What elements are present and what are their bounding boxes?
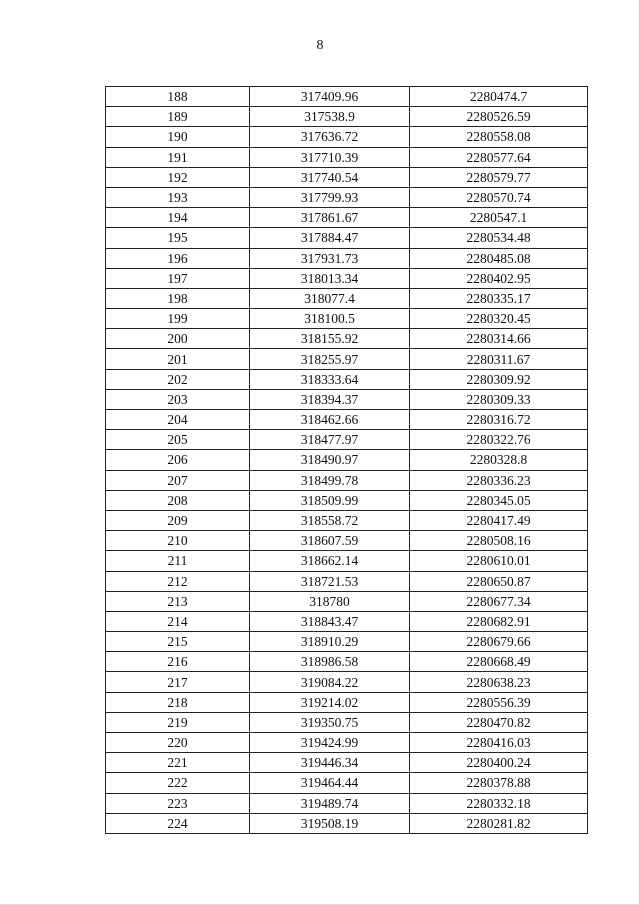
table-row [106, 127, 588, 147]
y-coordinate-cell: 2280316.72 [410, 410, 588, 430]
y-coordinate-cell: 2280328.8 [410, 450, 588, 470]
y-coordinate-cell: 2280335.17 [410, 288, 588, 308]
x-coordinate-cell: 319424.99 [250, 733, 410, 753]
x-coordinate-cell: 319084.22 [250, 672, 410, 692]
table-row [106, 309, 588, 329]
point-number-cell: 193 [106, 187, 250, 207]
x-coordinate-cell: 318910.29 [250, 632, 410, 652]
point-number-cell: 208 [106, 490, 250, 510]
y-coordinate-cell: 2280485.08 [410, 248, 588, 268]
table-row [106, 793, 588, 813]
point-number-cell: 219 [106, 712, 250, 732]
table-row [106, 167, 588, 187]
x-coordinate-cell: 317636.72 [250, 127, 410, 147]
x-coordinate-cell: 318462.66 [250, 410, 410, 430]
x-coordinate-cell: 317409.96 [250, 87, 410, 107]
table-row [106, 773, 588, 793]
point-number-cell: 200 [106, 329, 250, 349]
point-number-cell: 196 [106, 248, 250, 268]
y-coordinate-cell: 2280400.24 [410, 753, 588, 773]
x-coordinate-cell: 319508.19 [250, 813, 410, 833]
y-coordinate-cell: 2280309.92 [410, 369, 588, 389]
y-coordinate-cell: 2280402.95 [410, 268, 588, 288]
table-row [106, 147, 588, 167]
table-row [106, 349, 588, 369]
table-row [106, 652, 588, 672]
y-coordinate-cell: 2280570.74 [410, 187, 588, 207]
x-coordinate-cell: 318499.78 [250, 470, 410, 490]
y-coordinate-cell: 2280320.45 [410, 309, 588, 329]
y-coordinate-cell: 2280526.59 [410, 107, 588, 127]
table-row [106, 430, 588, 450]
y-coordinate-cell: 2280378.88 [410, 773, 588, 793]
y-coordinate-cell: 2280547.1 [410, 208, 588, 228]
x-coordinate-cell: 318077.4 [250, 288, 410, 308]
point-number-cell: 218 [106, 692, 250, 712]
point-number-cell: 207 [106, 470, 250, 490]
x-coordinate-cell: 317884.47 [250, 228, 410, 248]
point-number-cell: 192 [106, 167, 250, 187]
point-number-cell: 202 [106, 369, 250, 389]
y-coordinate-cell: 2280556.39 [410, 692, 588, 712]
table-row [106, 87, 588, 107]
table-row [106, 369, 588, 389]
table-row [106, 490, 588, 510]
point-number-cell: 206 [106, 450, 250, 470]
table-row [106, 268, 588, 288]
x-coordinate-cell: 318558.72 [250, 510, 410, 530]
point-number-cell: 224 [106, 813, 250, 833]
y-coordinate-cell: 2280417.49 [410, 510, 588, 530]
y-coordinate-cell: 2280322.76 [410, 430, 588, 450]
point-number-cell: 205 [106, 430, 250, 450]
point-number-cell: 191 [106, 147, 250, 167]
y-coordinate-cell: 2280677.34 [410, 591, 588, 611]
x-coordinate-cell: 318155.92 [250, 329, 410, 349]
point-number-cell: 217 [106, 672, 250, 692]
point-number-cell: 204 [106, 410, 250, 430]
x-coordinate-cell: 319446.34 [250, 753, 410, 773]
x-coordinate-cell: 317799.93 [250, 187, 410, 207]
point-number-cell: 195 [106, 228, 250, 248]
y-coordinate-cell: 2280558.08 [410, 127, 588, 147]
x-coordinate-cell: 317740.54 [250, 167, 410, 187]
x-coordinate-cell: 318607.59 [250, 531, 410, 551]
table-row [106, 813, 588, 833]
x-coordinate-cell: 318721.53 [250, 571, 410, 591]
x-coordinate-cell: 318986.58 [250, 652, 410, 672]
point-number-cell: 199 [106, 309, 250, 329]
y-coordinate-cell: 2280508.16 [410, 531, 588, 551]
table-row [106, 329, 588, 349]
point-number-cell: 194 [106, 208, 250, 228]
point-number-cell: 216 [106, 652, 250, 672]
point-number-cell: 215 [106, 632, 250, 652]
point-number-cell: 209 [106, 510, 250, 530]
y-coordinate-cell: 2280309.33 [410, 389, 588, 409]
table-row [106, 107, 588, 127]
x-coordinate-cell: 319350.75 [250, 712, 410, 732]
table-row [106, 531, 588, 551]
y-coordinate-cell: 2280610.01 [410, 551, 588, 571]
y-coordinate-cell: 2280345.05 [410, 490, 588, 510]
x-coordinate-cell: 318477.97 [250, 430, 410, 450]
table-row [106, 632, 588, 652]
y-coordinate-cell: 2280638.23 [410, 672, 588, 692]
table-row [106, 733, 588, 753]
y-coordinate-cell: 2280579.77 [410, 167, 588, 187]
y-coordinate-cell: 2280668.49 [410, 652, 588, 672]
table-row [106, 753, 588, 773]
table-row [106, 712, 588, 732]
x-coordinate-cell: 318333.64 [250, 369, 410, 389]
page-number: 8 [316, 38, 324, 53]
y-coordinate-cell: 2280682.91 [410, 611, 588, 631]
point-number-cell: 221 [106, 753, 250, 773]
table-row [106, 288, 588, 308]
y-coordinate-cell: 2280311.67 [410, 349, 588, 369]
point-number-cell: 214 [106, 611, 250, 631]
y-coordinate-cell: 2280474.7 [410, 87, 588, 107]
y-coordinate-cell: 2280470.82 [410, 712, 588, 732]
point-number-cell: 222 [106, 773, 250, 793]
x-coordinate-cell: 318013.34 [250, 268, 410, 288]
x-coordinate-cell: 317538.9 [250, 107, 410, 127]
table-row [106, 450, 588, 470]
x-coordinate-cell: 318255.97 [250, 349, 410, 369]
point-number-cell: 223 [106, 793, 250, 813]
x-coordinate-cell: 319214.02 [250, 692, 410, 712]
x-coordinate-cell: 318662.14 [250, 551, 410, 571]
y-coordinate-cell: 2280650.87 [410, 571, 588, 591]
x-coordinate-cell: 317931.73 [250, 248, 410, 268]
point-number-cell: 212 [106, 571, 250, 591]
y-coordinate-cell: 2280336.23 [410, 470, 588, 490]
point-number-cell: 188 [106, 87, 250, 107]
x-coordinate-cell: 317710.39 [250, 147, 410, 167]
x-coordinate-cell: 318394.37 [250, 389, 410, 409]
table-row [106, 208, 588, 228]
table-row [106, 248, 588, 268]
x-coordinate-cell: 318509.99 [250, 490, 410, 510]
point-number-cell: 198 [106, 288, 250, 308]
point-number-cell: 203 [106, 389, 250, 409]
table-row [106, 611, 588, 631]
x-coordinate-cell: 319489.74 [250, 793, 410, 813]
y-coordinate-cell: 2280314.66 [410, 329, 588, 349]
table-row [106, 389, 588, 409]
table-row [106, 187, 588, 207]
point-number-cell: 197 [106, 268, 250, 288]
y-coordinate-cell: 2280416.03 [410, 733, 588, 753]
table-row [106, 510, 588, 530]
y-coordinate-cell: 2280534.48 [410, 228, 588, 248]
point-number-cell: 190 [106, 127, 250, 147]
point-number-cell: 201 [106, 349, 250, 369]
point-number-cell: 189 [106, 107, 250, 127]
x-coordinate-cell: 318780 [250, 591, 410, 611]
point-number-cell: 210 [106, 531, 250, 551]
y-coordinate-cell: 2280281.82 [410, 813, 588, 833]
table-row [106, 571, 588, 591]
table-row [106, 672, 588, 692]
table-row [106, 692, 588, 712]
y-coordinate-cell: 2280577.64 [410, 147, 588, 167]
table-row [106, 410, 588, 430]
x-coordinate-cell: 317861.67 [250, 208, 410, 228]
y-coordinate-cell: 2280332.18 [410, 793, 588, 813]
x-coordinate-cell: 318843.47 [250, 611, 410, 631]
y-coordinate-cell: 2280679.66 [410, 632, 588, 652]
table-row [106, 591, 588, 611]
x-coordinate-cell: 318490.97 [250, 450, 410, 470]
point-number-cell: 220 [106, 733, 250, 753]
table-row [106, 551, 588, 571]
x-coordinate-cell: 319464.44 [250, 773, 410, 793]
table-body [106, 87, 588, 834]
coordinate-table [105, 86, 588, 834]
point-number-cell: 211 [106, 551, 250, 571]
point-number-cell: 213 [106, 591, 250, 611]
table-row [106, 470, 588, 490]
x-coordinate-cell: 318100.5 [250, 309, 410, 329]
table-row [106, 228, 588, 248]
